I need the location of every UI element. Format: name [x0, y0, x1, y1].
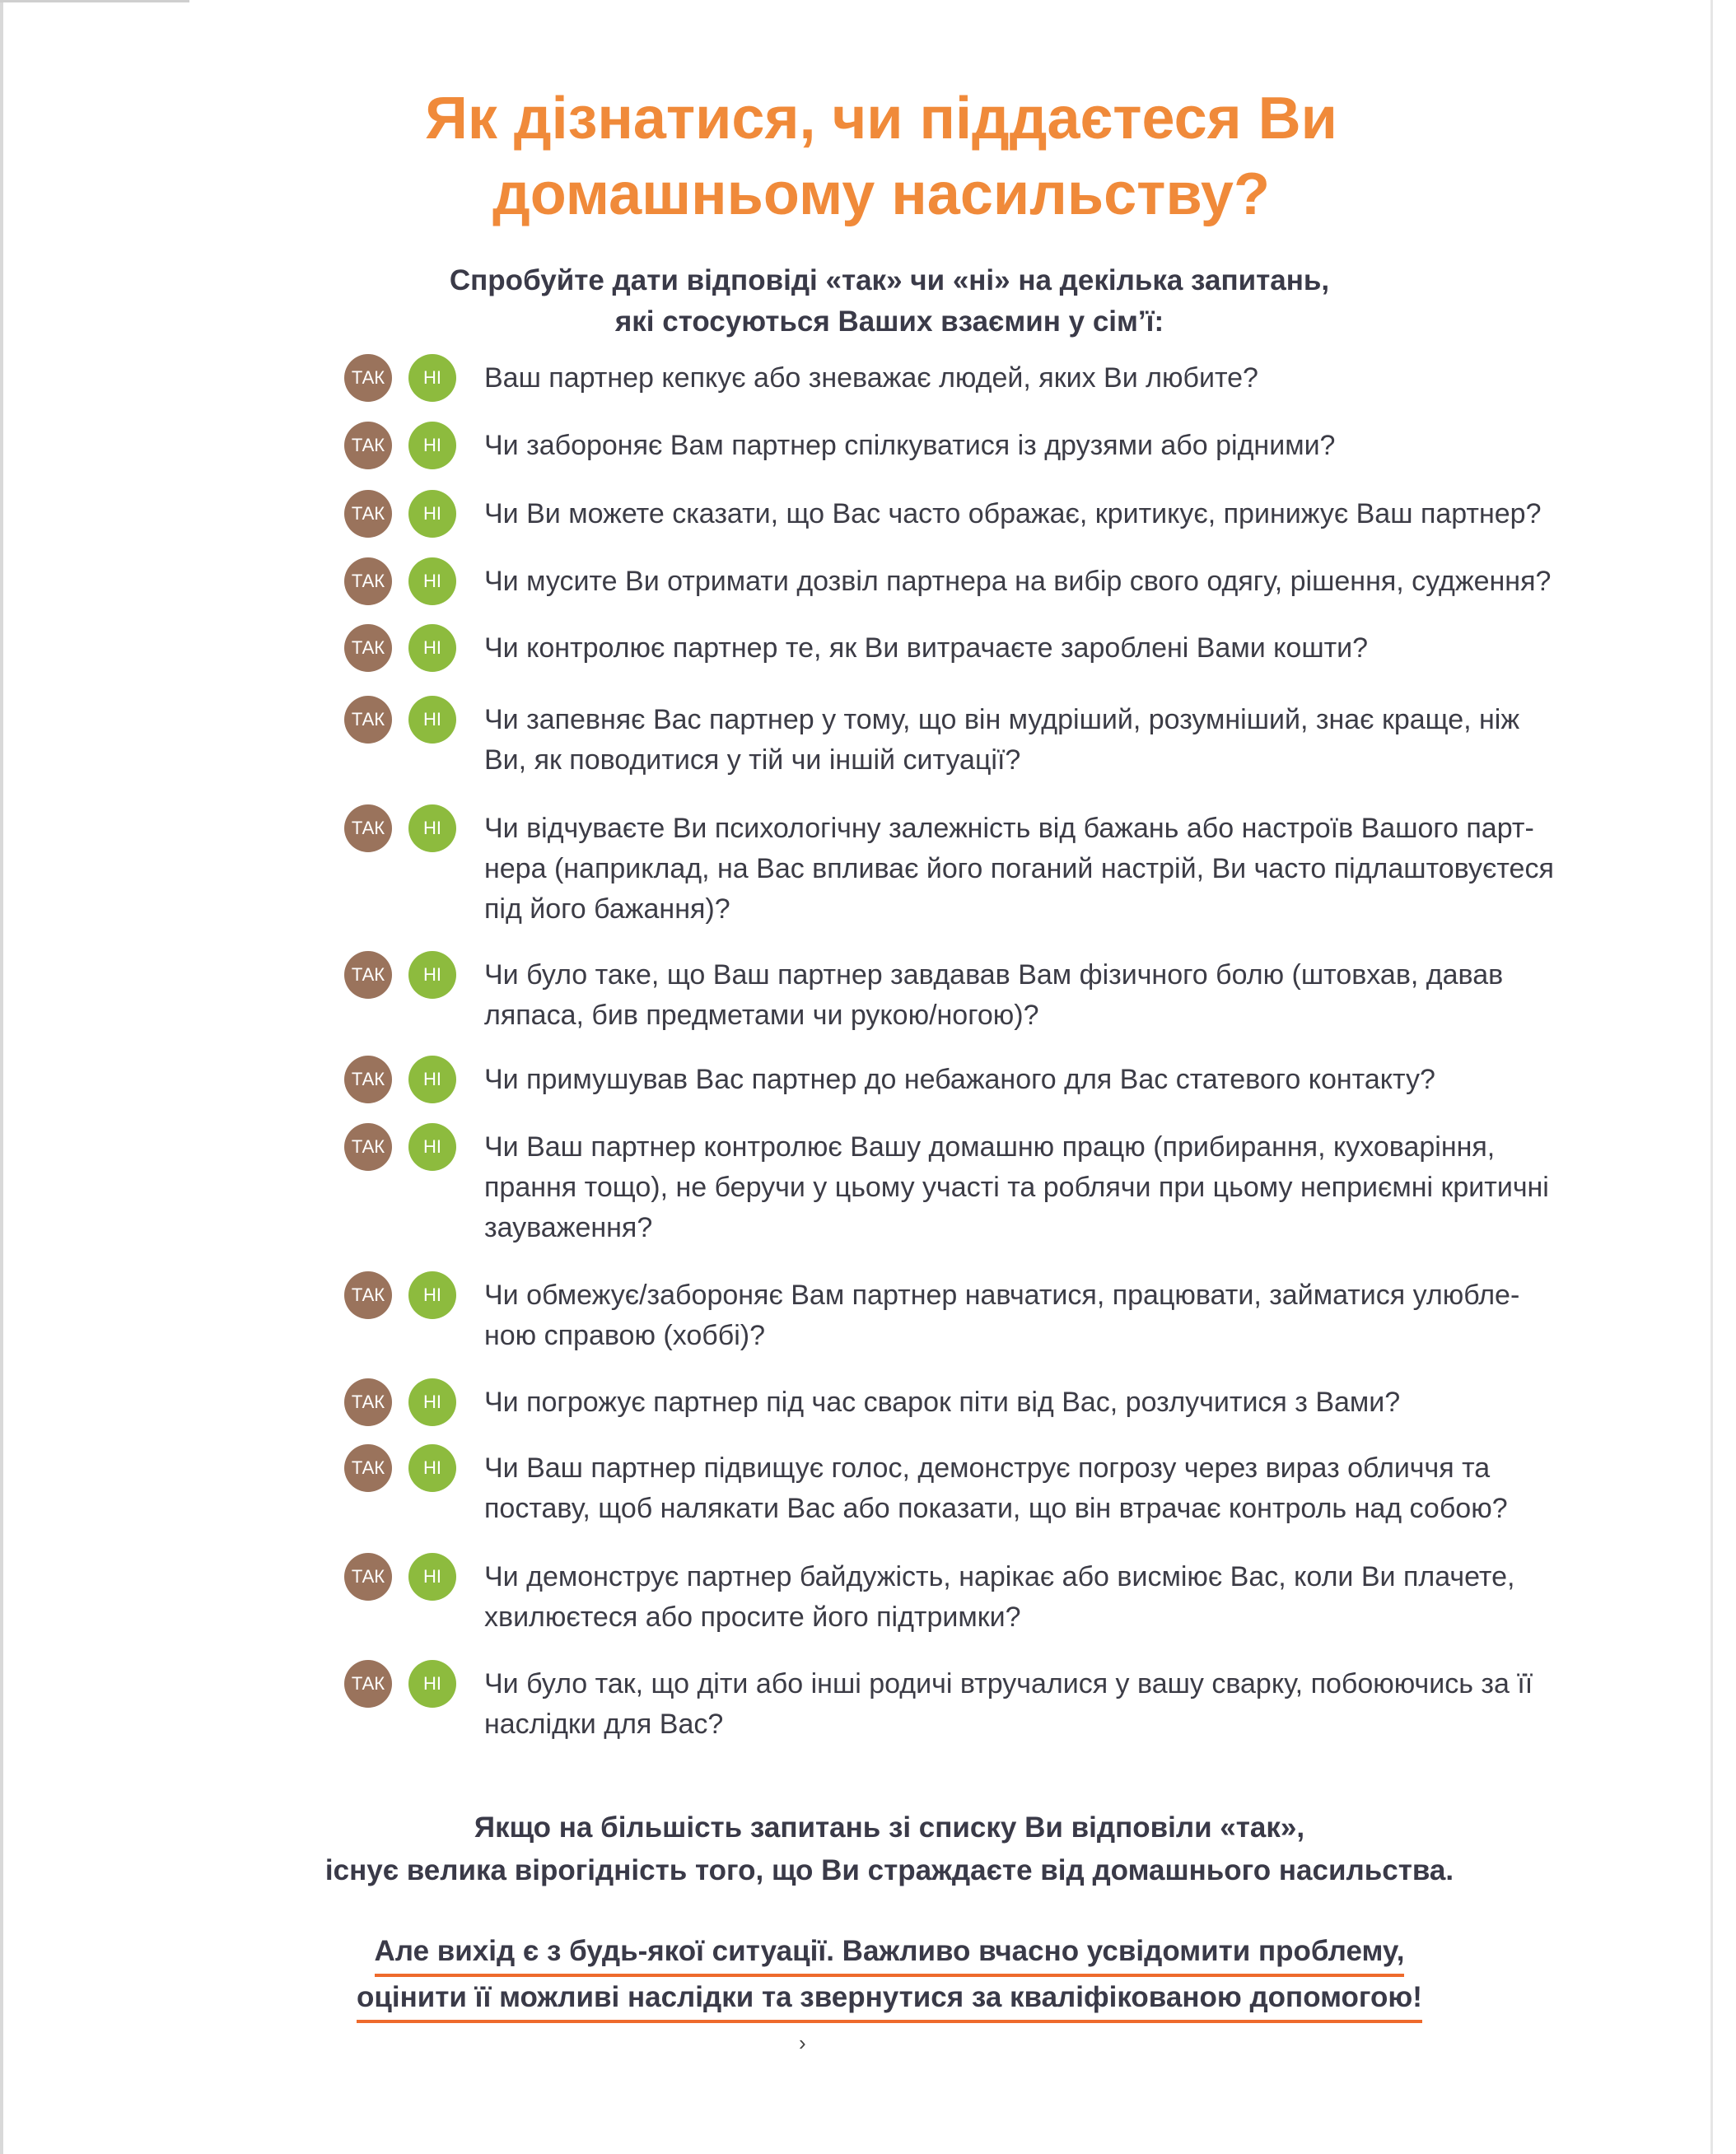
conclusion-text: [214, 1807, 1565, 1892]
intro-line-1: Спробуйте дати відповіді «так» чи «ні» на декілька запитань,: [449, 264, 1330, 296]
question-line: прання тощо), не беручи у цьому участі та роблячи при цьому неприємні критичні: [484, 1172, 1549, 1203]
answer-badges: [344, 557, 476, 607]
conclusion-line-2: існує велика вірогідність того, що Ви страждаєте від домашнього насильства.: [324, 1854, 1454, 1886]
question-line: Чи мусите Ви отримати дозвіл партнера на вибір свого одягу, рішення, судження?: [484, 566, 1552, 597]
callout-line-2: оцінити її можливі наслідки та звернутися за кваліфікованою допомогою!: [357, 1977, 1422, 2023]
question-line: Чи забороняє Вам партнер спілкуватися із друзями або рідними?: [484, 430, 1336, 461]
stray-mark: ›: [799, 2030, 806, 2055]
conclusion-line-1: Якщо на більшість запитань зі списку Ви відповіли «так»,: [474, 1811, 1305, 1844]
answer-badges: [344, 1056, 476, 1105]
answer-badges: [344, 422, 476, 471]
yes-badge: ТАК: [344, 951, 392, 999]
answer-badges: [344, 804, 476, 854]
callout-text: [214, 1931, 1565, 2023]
title-line-2: домашньому насильству?: [492, 161, 1270, 227]
no-badge: НІ: [408, 557, 456, 605]
answer-badges: [344, 490, 476, 539]
no-badge: НІ: [408, 1271, 456, 1319]
question-line: Чи Ви можете сказати, що Вас часто ображає, критикує, принижує Ваш партнер?: [484, 498, 1542, 529]
answer-badges: [344, 624, 476, 674]
question-text: [484, 1557, 1662, 1638]
yes-badge: ТАК: [344, 1553, 392, 1601]
yes-badge: ТАК: [344, 422, 392, 469]
no-badge: НІ: [408, 1123, 456, 1171]
no-badge: НІ: [408, 354, 456, 402]
question-text: [484, 955, 1662, 1036]
question-line: хвилюєтеся або просите його підтримки?: [484, 1602, 1021, 1633]
question-line: нера (наприклад, на Вас впливає його поганий настрій, Ви часто підлаштовуєтеся: [484, 853, 1554, 884]
yes-badge: ТАК: [344, 490, 392, 538]
question-line: Ви, як поводитися у тій чи іншій ситуації?: [484, 744, 1021, 776]
question-line: Чи Ваш партнер підвищує голос, демонструє погрозу через вираз обличчя та: [484, 1452, 1491, 1484]
answer-badges: [344, 696, 476, 745]
question-line: Чи відчуваєте Ви психологічну залежність від бажань або настроїв Вашого парт-: [484, 813, 1534, 844]
question-text: [484, 628, 1662, 669]
answer-badges: [344, 1553, 476, 1602]
answer-badges: [344, 1378, 476, 1428]
yes-badge: ТАК: [344, 696, 392, 744]
question-text: [484, 1127, 1662, 1248]
question-line: зауваження?: [484, 1212, 653, 1243]
no-badge: НІ: [408, 1553, 456, 1601]
question-text: [484, 426, 1662, 466]
question-line: наслідки для Вас?: [484, 1709, 724, 1740]
no-badge: НІ: [408, 804, 456, 852]
question-text: [484, 809, 1662, 930]
question-text: [484, 1060, 1662, 1100]
answer-badges: [344, 1660, 476, 1709]
callout-line-1: Але вихід є з будь-якої ситуації. Важливо вчасно усвідомити проблему,: [375, 1931, 1405, 1977]
no-badge: НІ: [408, 1056, 456, 1103]
no-badge: НІ: [408, 490, 456, 538]
question-text: [484, 1664, 1662, 1745]
question-line: ляпаса, бив предметами чи рукою/ногою)?: [484, 1000, 1039, 1031]
no-badge: НІ: [408, 1660, 456, 1708]
question-text: [484, 1382, 1662, 1423]
question-line: Чи Ваш партнер контролює Вашу домашню працю (прибирання, куховаріння,: [484, 1131, 1496, 1163]
no-badge: НІ: [408, 696, 456, 744]
question-line: ною справою (хоббі)?: [484, 1320, 765, 1351]
no-badge: НІ: [408, 624, 456, 672]
question-line: поставу, щоб налякати Вас або показати, що він втрачає контроль над собою?: [484, 1493, 1508, 1524]
question-line: Чи контролює партнер те, як Ви витрачаєте зароблені Вами кошти?: [484, 632, 1369, 664]
answer-badges: [344, 1444, 476, 1494]
question-line: Чи обмежує/забороняє Вам партнер навчатися, працювати, займатися улюбле-: [484, 1280, 1520, 1311]
yes-badge: ТАК: [344, 354, 392, 402]
question-line: Чи було таке, що Ваш партнер завдавав Вам фізичного болю (штовхав, давав: [484, 959, 1504, 991]
yes-badge: ТАК: [344, 1271, 392, 1319]
no-badge: НІ: [408, 1378, 456, 1426]
yes-badge: ТАК: [344, 1660, 392, 1708]
yes-badge: ТАК: [344, 804, 392, 852]
answer-badges: [344, 1271, 476, 1321]
question-text: [484, 700, 1662, 781]
answer-badges: [344, 951, 476, 1000]
question-line: Чи примушував Вас партнер до небажаного для Вас статевого контакту?: [484, 1064, 1435, 1095]
title-line-1: Як дізнатися, чи піддаєтеся Ви: [425, 86, 1337, 152]
yes-badge: ТАК: [344, 1444, 392, 1492]
yes-badge: ТАК: [344, 1378, 392, 1426]
question-line: Чи запевняє Вас партнер у тому, що він мудріший, розумніший, знає краще, ніж: [484, 704, 1520, 735]
question-line: під його бажання)?: [484, 893, 730, 925]
yes-badge: ТАК: [344, 1123, 392, 1171]
answer-badges: [344, 1123, 476, 1173]
question-line: Чи демонструє партнер байдужість, нарікає або висміює Вас, коли Ви плачете,: [484, 1561, 1515, 1592]
question-text: [484, 358, 1662, 399]
yes-badge: ТАК: [344, 624, 392, 672]
question-line: Чи погрожує партнер під час сварок піти від Вас, розлучитися з Вами?: [484, 1387, 1401, 1418]
no-badge: НІ: [408, 1444, 456, 1492]
answer-badges: [344, 354, 476, 403]
question-text: [484, 494, 1662, 534]
question-text: [484, 1275, 1662, 1356]
question-line: Ваш партнер кепкує або зневажає людей, яких Ви любите?: [484, 362, 1258, 394]
question-line: Чи було так, що діти або інші родичі втручалися у вашу сварку, побоюючись за її: [484, 1668, 1533, 1699]
question-text: [484, 1448, 1662, 1529]
no-badge: НІ: [408, 951, 456, 999]
no-badge: НІ: [408, 422, 456, 469]
intro-line-2: які стосуються Ваших взаємин у сім’ї:: [614, 305, 1164, 338]
yes-badge: ТАК: [344, 1056, 392, 1103]
question-text: [484, 562, 1662, 602]
yes-badge: ТАК: [344, 557, 392, 605]
